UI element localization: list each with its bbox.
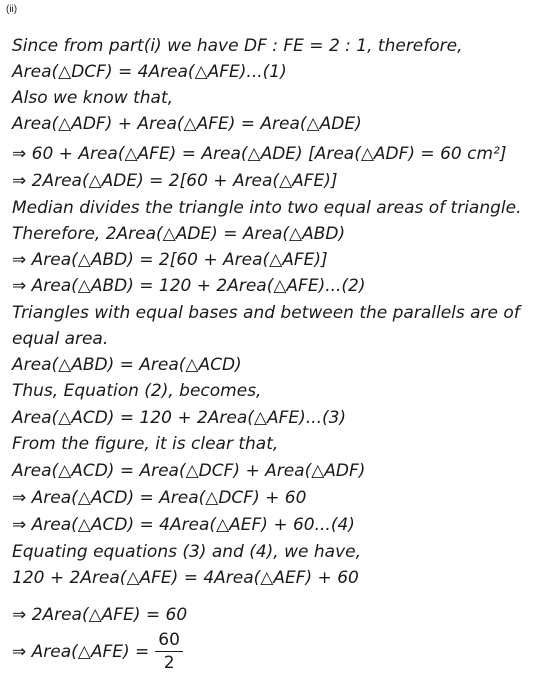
text-line-11: Triangles with equal bases and between the parallels are of — [12, 303, 520, 323]
text-line-17: Area(△ACD) = Area(△DCF) + Area(△ADF) — [12, 461, 366, 481]
text-line-8: Therefore, 2Area(△ADE) = Area(△ABD) — [12, 224, 346, 244]
fraction-denominator: 2 — [163, 653, 175, 673]
text-line-21: 120 + 2Area(△AFE) = 4Area(△AEF) + 60 — [12, 568, 359, 588]
text-line-12: equal area. — [12, 329, 109, 349]
text-line-1: Since from part(i) we have DF : FE = 2 : 1, therefore, — [12, 36, 463, 56]
text-line-5: ⇒ 60 + Area(△AFE) = Area(△ADE) [Area(△ADF) = 60 cm²] — [12, 144, 507, 164]
text-line-22: ⇒ 2Area(△AFE) = 60 — [12, 605, 188, 625]
text-line-16: From the figure, it is clear that, — [12, 434, 279, 454]
text-line-10: ⇒ Area(△ABD) = 120 + 2Area(△AFE)...(2) — [12, 276, 366, 296]
text-line-4: Area(△ADF) + Area(△AFE) = Area(△ADE) — [12, 114, 362, 134]
text-line-18: ⇒ Area(△ACD) = Area(△DCF) + 60 — [12, 488, 307, 508]
text-line-15: Area(△ACD) = 120 + 2Area(△AFE)...(3) — [12, 408, 347, 428]
text-line-6: ⇒ 2Area(△ADE) = 2[60 + Area(△AFE)] — [12, 171, 338, 191]
fraction-numerator: 60 — [155, 630, 183, 652]
text-line-14: Thus, Equation (2), becomes, — [12, 381, 262, 401]
text-line-20: Equating equations (3) and (4), we have, — [12, 542, 361, 562]
text-line-13: Area(△ABD) = Area(△ACD) — [12, 355, 242, 375]
part-label: (ii) — [6, 4, 18, 15]
text-line-3: Also we know that, — [12, 88, 174, 108]
final-equation-lhs: ⇒ Area(△AFE) = — [12, 641, 150, 662]
text-line-7: Median divides the triangle into two equal areas of triangle. — [12, 198, 522, 218]
final-equation — [12, 630, 183, 673]
text-line-19: ⇒ Area(△ACD) = 4Area(△AEF) + 60...(4) — [12, 515, 355, 535]
text-line-2: Area(△DCF) = 4Area(△AFE)...(1) — [12, 62, 287, 82]
fraction — [155, 630, 183, 673]
text-line-9: ⇒ Area(△ABD) = 2[60 + Area(△AFE)] — [12, 250, 328, 270]
